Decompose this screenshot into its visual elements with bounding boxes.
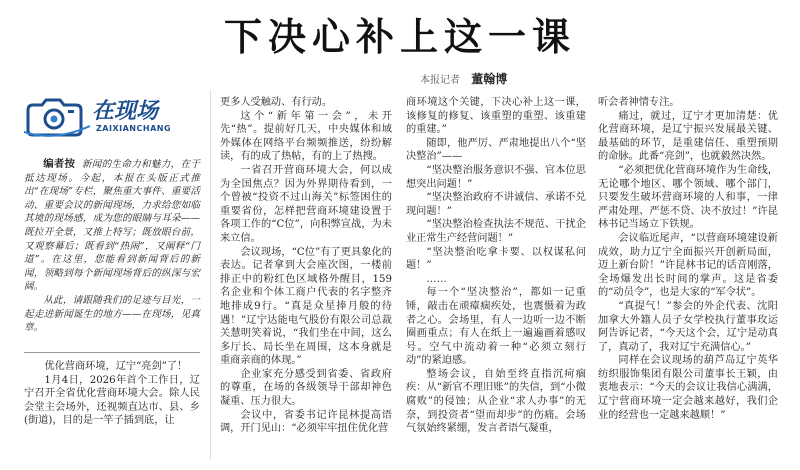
paragraph: 这个“新年第一会”，未开先“热”。提前好几天，中央媒体和域外媒体在网络平台频频推送，纷纷解读，有的成了热帖，有的上了热搜。 xyxy=(220,110,392,163)
column-logo xyxy=(24,96,204,140)
byline-name: 董翰博 xyxy=(471,72,508,86)
paragraph: 企业家充分感受到省委、省政府的尊重，在场的各级领导干部却神色凝重、压力很大。 xyxy=(220,368,392,408)
paragraph: 整场会议，自始至终直指沉疴痼疾：从“新官不理旧账”的失信，到“小微腐败”的侵蚀；从企业“求人办事”的无奈，到投资者“望而却步”的伤痛。会场气氛始终紧绷，发言者语气凝重， xyxy=(406,368,586,435)
paragraph: 同样在会议现场的葫芦岛辽宁英华纺织服饰集团有限公司董事长王颖，由衷地表示：“今天的会议让我信心满满，辽宁营商环境一定会越来越好，我们企业的经营也一定越来越顺！” xyxy=(598,355,778,421)
column-rule xyxy=(210,90,211,460)
paragraph: 一省召开营商环境大会，何以成为全国焦点？因为外界期待看到，一个曾被“投资不过山海关”标签困住的重要省份，怎样把营商环境建设置于各项工作的“C位”，向积弊宣战，为未来立信。 xyxy=(220,164,392,244)
editor-note xyxy=(24,158,200,335)
column-2 xyxy=(220,96,392,436)
paragraph: 会议中，省委书记许昆林提高语调，开门见山：“必须牢牢扭住优化营 xyxy=(220,409,392,435)
paragraph: 更多人受触动、有行动。 xyxy=(220,97,333,108)
editor-note-lead: 编者按 xyxy=(43,158,76,170)
editor-note-paragraph: 从此，请跟随我们的足迹与目光，一起走进新闻诞生的地方——在现场，见真章。 xyxy=(24,294,200,334)
paragraph: 1月4日，2026年首个工作日，辽宁召开全省优化营商环境大会。除人民会堂主会场外，还视频直达市、县、乡(街道)，目的是一竿子插到底，让 xyxy=(24,374,200,427)
paragraph: …… xyxy=(426,273,447,285)
logo-title: 在现场 xyxy=(92,99,159,124)
paragraph: 会议现场，“C位”有了更具象化的表达。记者拿到大会座次图，一楼前排正中的粉红色区域格外醒目，159名企业和个体工商户代表的名字整齐地排成9行。“真是众星捧月般的待遇！”辽宁达能电气股份有限公司总裁关慧明笑着说，“我们坐在中间，这么多厅长、局长坐在周围，这本身就是重商亲商的体现。” xyxy=(220,246,392,367)
paragraph: “坚决整治检查执法不规范、干扰企业正常生产经营问题！” xyxy=(406,219,586,244)
column-4 xyxy=(598,96,778,422)
paragraph: 商环境这个关键，下决心补上这一课，该修复的修复、该重塑的重塑、该重建的重建。” xyxy=(406,97,586,136)
paragraph: 优化营商环境，辽宁“亮剑”了！ xyxy=(44,361,188,372)
paragraph: “真提气！”参会的外企代表、沈阳加拿大外籍人员子女学校执行董事玫运阿告诉记者，“今天这个会，辽宁是动真了，真动了，我对辽宁充满信心。” xyxy=(598,300,778,353)
headline: 下决心补上这一课 xyxy=(223,14,576,59)
byline xyxy=(420,70,507,87)
editor-note-paragraph: 新闻的生命力和魅力，在于抵达现场。今起，本报在头版正式推出“在现场”专栏，聚焦重大事件、重要活动、重要会议的新闻现场，力求给您如临其境的现场感，成为您的眼睛与耳朵——既拉开全景，又推上特写；既放眼台前，又观察幕后；既看到“热闹”，又阐释“门道”。在这里，您能看到新闻背后的新闻，领略到每个新闻现场背后的纵深与宏阔。 xyxy=(24,159,200,293)
column-3 xyxy=(406,96,586,436)
paragraph: “坚决整治政府不讲诚信、承诺不兑现问题！” xyxy=(406,192,586,217)
paragraph: “坚决整治服务意识不强、官本位思想突出问题！” xyxy=(406,164,586,190)
paragraph: 痛过，就过，辽宁才更加清楚：优化营商环境，是辽宁振兴发展最关键、最基础的环节，是重建信任、重塑预期的命脉。此番“亮剑”，也就毅然决然。 xyxy=(598,110,778,163)
paragraph: “坚决整治吃拿卡要、以权谋私问题！” xyxy=(406,246,586,272)
paragraph: 会议临近尾声，“以营商环境建设新成效，助力辽宁全面振兴开创新局面，迈上新台阶！”许昆林书记的话音刚落，全场爆发出长时间的掌声。这是省委的“动员令”，也是大家的“军令状”。 xyxy=(598,232,778,299)
logo-subtitle: ZAIXIANCHANG xyxy=(96,124,172,133)
paragraph: 每一个“坚决整治”，都如一记重锤，敲击在顽瘴痼疾处，也震慑着为政者之心。会场里，有人一边听一边不断圈画重点；有人在纸上一遍遍画着感叹号。空气中流动着一种“必须立刻行动”的紧迫感。 xyxy=(406,287,586,367)
paragraph: 随即，他严厉、严肃地提出八个“坚决整治”—— xyxy=(406,137,586,163)
column-1 xyxy=(24,360,200,428)
paragraph: 听会者神情专注。 xyxy=(598,97,680,108)
camera-icon xyxy=(24,96,90,140)
paragraph: “必须把优化营商环境作为生命线，无论哪个地区、哪个领域、哪个部门，只要发生破坏营商环境的人和事，一律严肃处理、严惩不贷、决不放过！”许昆林书记当场立下铁规。 xyxy=(598,164,778,231)
divider xyxy=(24,352,200,353)
byline-role: 本报记者 xyxy=(420,75,460,86)
